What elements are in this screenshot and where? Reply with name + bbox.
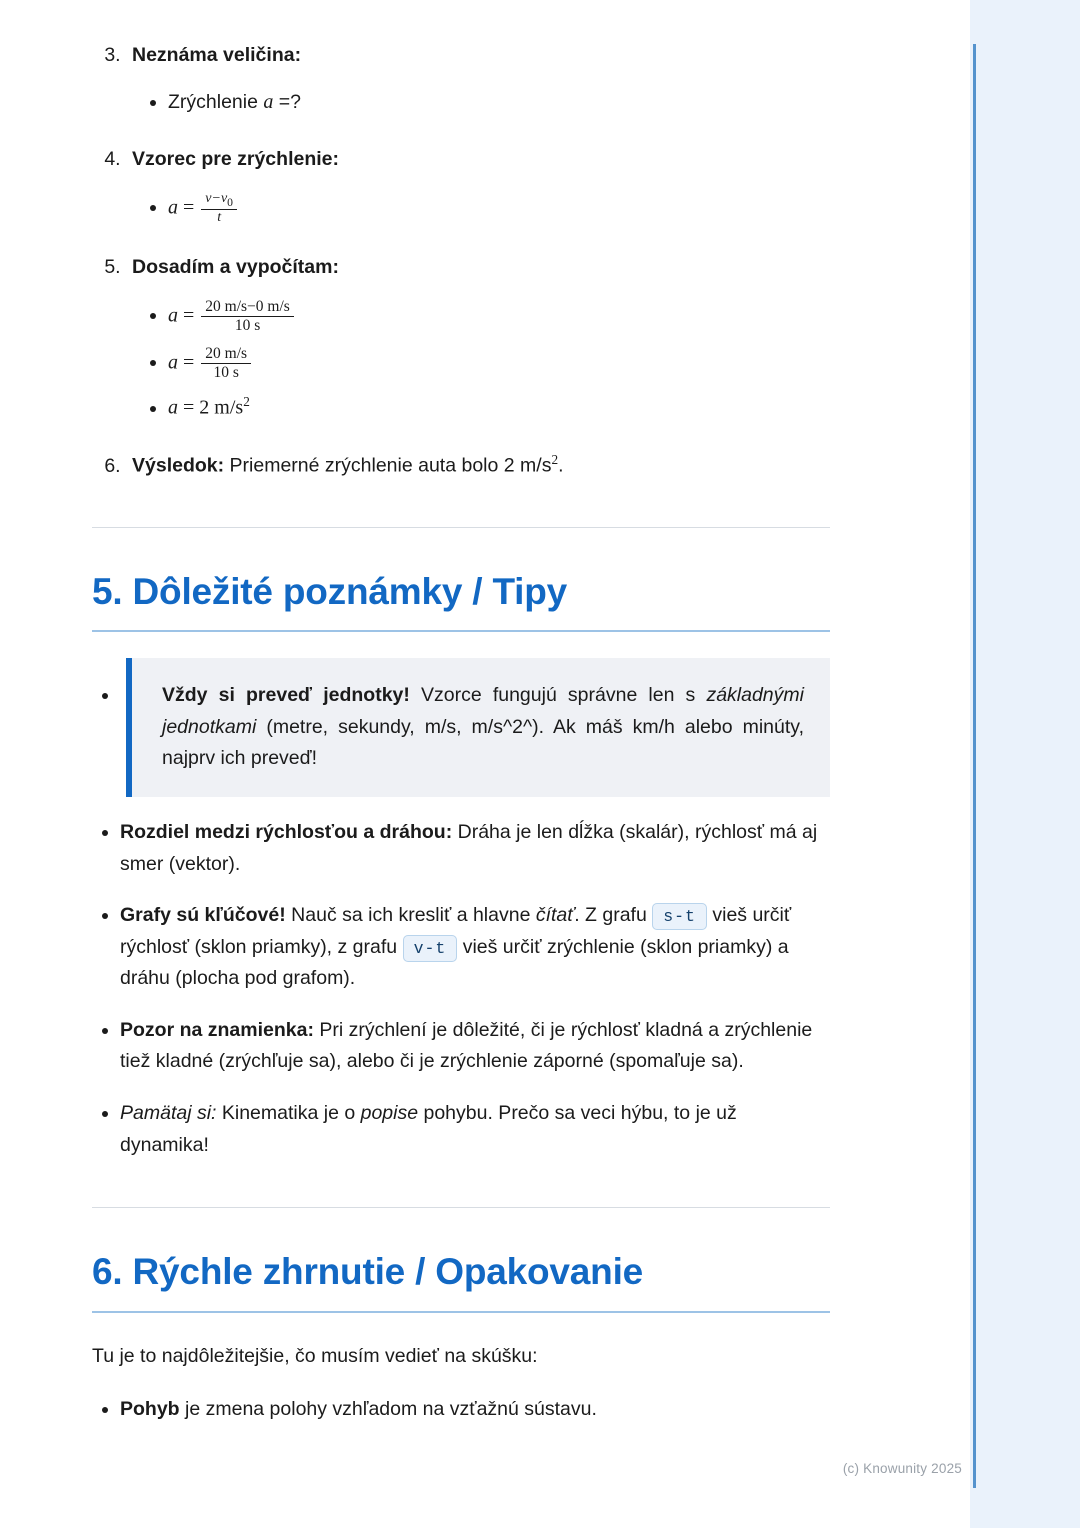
page-title-section-5: 5. Dôležité poznámky / Tipy bbox=[92, 570, 568, 612]
bullet-text: Zrýchlenie bbox=[168, 91, 264, 114]
list-item bbox=[168, 298, 830, 335]
step-5-bullets bbox=[132, 298, 830, 424]
graph-tag-v-t: v-t bbox=[403, 935, 458, 962]
list-item-tip-difference bbox=[120, 817, 830, 880]
tip-emphasis-read: čítať bbox=[535, 904, 575, 927]
tip-heading: Pozor na znamienka: bbox=[120, 1018, 314, 1041]
section-divider bbox=[92, 527, 830, 528]
fraction-numerator: 20 m/s bbox=[201, 345, 251, 364]
math-result-value: 2 m/s bbox=[199, 396, 244, 419]
watermark: (c) Knowunity 2025 bbox=[842, 1461, 962, 1476]
tips-list bbox=[92, 658, 830, 1161]
list-item-summary-pohyb bbox=[120, 1394, 830, 1425]
math-exponent: 2 bbox=[551, 452, 559, 468]
step-item-3 bbox=[126, 40, 830, 118]
list-item-tip-signs bbox=[120, 1015, 830, 1078]
math-var-a: a bbox=[168, 396, 178, 419]
section-5-underline bbox=[92, 630, 830, 632]
list-item bbox=[168, 86, 830, 118]
summary-text: je zmena polohy vzhľadom na vzťažnú sústavu. bbox=[179, 1397, 597, 1420]
math-equals: = bbox=[178, 304, 200, 327]
callout-emphasis: základnými jednotkami bbox=[162, 684, 804, 738]
list-item bbox=[168, 191, 830, 226]
tip-text: Pri zrýchlení je dôležité, či je rýchlosť kladná a zrýchlenie tiež kladné (zrýchľuje sa), alebo či je zrýchlenie záporné (spomaľuje sa). bbox=[120, 1018, 813, 1073]
step-4-bullets bbox=[132, 191, 830, 226]
math-var-a: a bbox=[168, 196, 178, 219]
graph-tag-s-t: s-t bbox=[652, 903, 707, 930]
list-item-tip-remember bbox=[120, 1098, 830, 1161]
summary-term: Pohyb bbox=[120, 1397, 180, 1420]
summary-list bbox=[92, 1394, 830, 1425]
fraction-simplified bbox=[201, 345, 251, 382]
callout-units bbox=[126, 658, 830, 797]
tip-heading: Rozdiel medzi rýchlosťou a dráhou: bbox=[120, 820, 453, 843]
tip-text-3: vieš určiť rýchlosť (sklon priamky), z grafu bbox=[120, 904, 792, 958]
bullet-text-post: =? bbox=[273, 91, 302, 114]
step-item-6 bbox=[126, 450, 830, 481]
tip-text-4: vieš určiť zrýchlenie (sklon priamky) a dráhu (plocha pod grafom). bbox=[120, 935, 789, 990]
fraction-acceleration bbox=[201, 191, 237, 226]
step-lead-4: Vzorec pre zrýchlenie: bbox=[132, 148, 339, 171]
step-item-4 bbox=[126, 144, 830, 226]
tip-text-2: pohybu. Prečo sa veci hýbu, to je už dynamika! bbox=[120, 1101, 737, 1156]
math-var-a: a bbox=[263, 91, 274, 114]
tip-text-1: Nauč sa ich kresliť a hlavne bbox=[285, 904, 536, 927]
solution-steps-list bbox=[92, 40, 830, 481]
fraction-numerator-sub: 0 bbox=[227, 195, 233, 209]
fraction-denominator: t bbox=[217, 209, 222, 225]
tip-text-1: Kinematika je o bbox=[216, 1101, 361, 1124]
math-equals: = bbox=[178, 396, 200, 419]
step-item-5 bbox=[126, 252, 830, 424]
math-exponent: 2 bbox=[243, 394, 250, 410]
callout-text-1: Vzorce fungujú správne len s bbox=[409, 684, 707, 707]
section-divider-2 bbox=[92, 1207, 830, 1208]
step-3-bullets bbox=[132, 86, 830, 118]
math-var-a: a bbox=[168, 304, 178, 327]
step-6-tail: . bbox=[558, 454, 564, 477]
step-lead-3: Neznáma veličina: bbox=[132, 44, 302, 66]
tip-heading-italic: Pamätaj si: bbox=[120, 1101, 217, 1124]
math-equals: = bbox=[178, 351, 200, 374]
fraction-denominator: 10 s bbox=[213, 363, 239, 381]
fraction-numerator: 20 m/s−0 m/s bbox=[201, 298, 294, 317]
callout-text-2: (metre, sekundy, m/s, m/s^2^). Ak máš km/h alebo minúty, najprv ich preveď! bbox=[162, 715, 804, 770]
list-item-tip-graphs bbox=[120, 900, 830, 995]
callout-heading: Vždy si preveď jednotky! bbox=[162, 684, 410, 707]
page-title-section-6: 6. Rýchle zhrnutie / Opakovanie bbox=[92, 1251, 644, 1293]
math-var-a: a bbox=[168, 351, 178, 374]
step-lead-5: Dosadím a vypočítam: bbox=[132, 255, 339, 278]
tip-text: Dráha je len dĺžka (skalár), rýchlosť má aj smer (vektor). bbox=[120, 820, 818, 875]
step-lead-6: Výsledok: bbox=[132, 454, 225, 477]
fraction-denominator: 10 s bbox=[234, 316, 261, 334]
section-6-underline bbox=[92, 1311, 830, 1313]
tip-emphasis-description: popise bbox=[360, 1101, 419, 1124]
tip-text-2: . Z grafu bbox=[574, 904, 653, 927]
section-6-intro: Tu je to najdôležitejšie, čo musím vedieť na skúšku: bbox=[92, 1344, 538, 1367]
fraction-substituted bbox=[201, 298, 294, 335]
fraction-numerator: v−v bbox=[205, 190, 228, 206]
list-item bbox=[168, 345, 830, 382]
list-item-callout bbox=[120, 658, 830, 797]
step-6-text: Priemerné zrýchlenie auta bolo 2 m/s bbox=[224, 454, 552, 477]
tip-heading: Grafy sú kľúčové! bbox=[120, 904, 286, 927]
list-item bbox=[168, 391, 830, 424]
math-equals: = bbox=[178, 196, 200, 219]
